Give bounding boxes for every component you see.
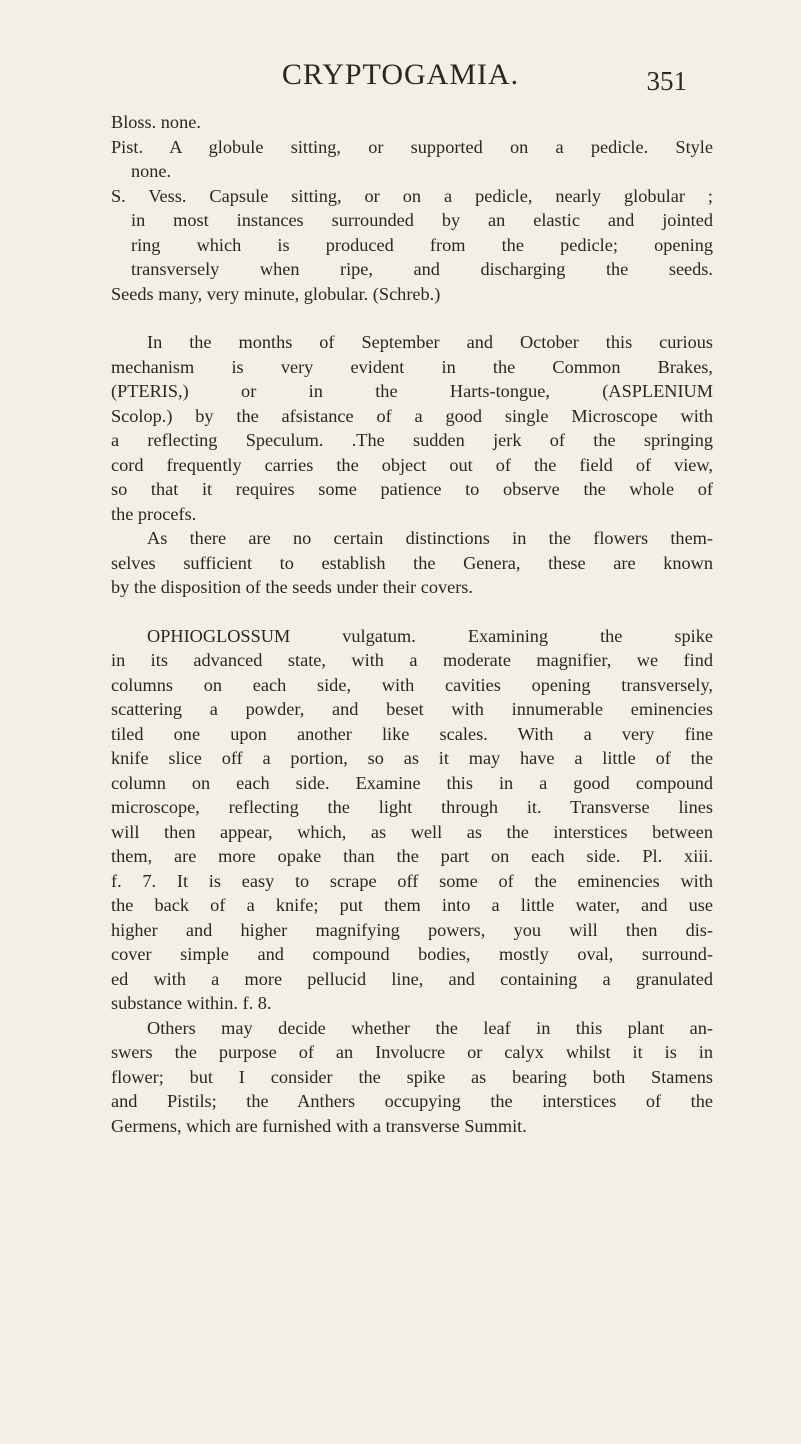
text-line: microscope, reflecting the light through it. Transverse lines bbox=[111, 797, 713, 817]
text-line: flower; but I consider the spike as bearing both Stamens bbox=[111, 1066, 713, 1087]
text-line: will then appear, which, as well as the interstices between bbox=[111, 821, 713, 842]
text-line: (PTERIS,) or in the Harts-tongue, (ASPLENIUM bbox=[111, 381, 713, 401]
text-line: column on each side. Examine this in a good compound bbox=[111, 772, 713, 793]
text-line: scattering a powder, and beset with innumerable eminencies bbox=[111, 699, 713, 719]
text-line: Others may decide whether the leaf in this plant an- bbox=[147, 1017, 713, 1038]
text-line: them, are more opake than the part on each side. Pl. xiii. bbox=[111, 846, 713, 866]
running-title: CRYPTOGAMIA. bbox=[281, 58, 520, 91]
text-line: cord frequently carries the object out of the field of view, bbox=[111, 454, 713, 475]
text-line: Germens, which are furnished with a transverse Summit. bbox=[111, 1115, 527, 1136]
text-line: ring which is produced from the pedicle; opening bbox=[131, 234, 713, 255]
text-line: ed with a more pellucid line, and containing a granulated bbox=[111, 968, 713, 989]
text-line: f. 7. It is easy to scrape off some of the eminencies with bbox=[111, 870, 713, 891]
text-line: so that it requires some patience to observe the whole of bbox=[111, 479, 713, 499]
text-line: S. Vess. Capsule sitting, or on a pedicle, nearly globular ; bbox=[111, 185, 713, 206]
text-line: OPHIOGLOSSUM vulgatum. Examining the spike bbox=[147, 625, 713, 646]
text-line: mechanism is very evident in the Common Brakes, bbox=[111, 356, 713, 377]
text-line: in most instances surrounded by an elastic and jointed bbox=[131, 210, 713, 230]
text-line: higher and higher magnifying powers, you will then dis- bbox=[111, 919, 713, 940]
text-line: As there are no certain distinctions in the flowers them- bbox=[147, 528, 713, 548]
text-line: the back of a knife; put them into a little water, and use bbox=[111, 895, 713, 915]
text-line: In the months of September and October this curious bbox=[147, 332, 713, 352]
text-line: none. bbox=[131, 161, 172, 181]
text-line: substance within. f. 8. bbox=[111, 993, 272, 1013]
text-line: Bloss. none. bbox=[111, 112, 201, 132]
text-line: Seeds many, very minute, globular. (Schreb.) bbox=[111, 283, 441, 304]
text-line: transversely when ripe, and discharging the seeds. bbox=[131, 259, 713, 279]
page-number: 351 bbox=[646, 66, 687, 96]
text-line: knife slice off a portion, so as it may have a little of the bbox=[111, 748, 713, 768]
text-line: a reflecting Speculum. .The sudden jerk of the springing bbox=[111, 430, 713, 450]
text-line: tiled one upon another like scales. With a very fine bbox=[111, 723, 713, 744]
text-line: Scolop.) by the afsistance of a good single Microscope with bbox=[111, 405, 713, 426]
text-line: columns on each side, with cavities opening transversely, bbox=[111, 674, 713, 695]
text-line: by the disposition of the seeds under their covers. bbox=[111, 577, 473, 597]
text-line: and Pistils; the Anthers occupying the interstices of the bbox=[111, 1091, 713, 1111]
text-line: selves sufficient to establish the Genera, these are known bbox=[111, 552, 713, 573]
text-line: Pist. A globule sitting, or supported on a pedicle. Style bbox=[111, 136, 713, 157]
body-text bbox=[111, 110, 713, 1138]
running-head bbox=[0, 58, 801, 96]
text-line: cover simple and compound bodies, mostly oval, surround- bbox=[111, 944, 713, 964]
text-line: in its advanced state, with a moderate magnifier, we find bbox=[111, 650, 713, 670]
text-line: swers the purpose of an Involucre or calyx whilst it is in bbox=[111, 1042, 713, 1062]
text-line: the procefs. bbox=[111, 503, 197, 524]
